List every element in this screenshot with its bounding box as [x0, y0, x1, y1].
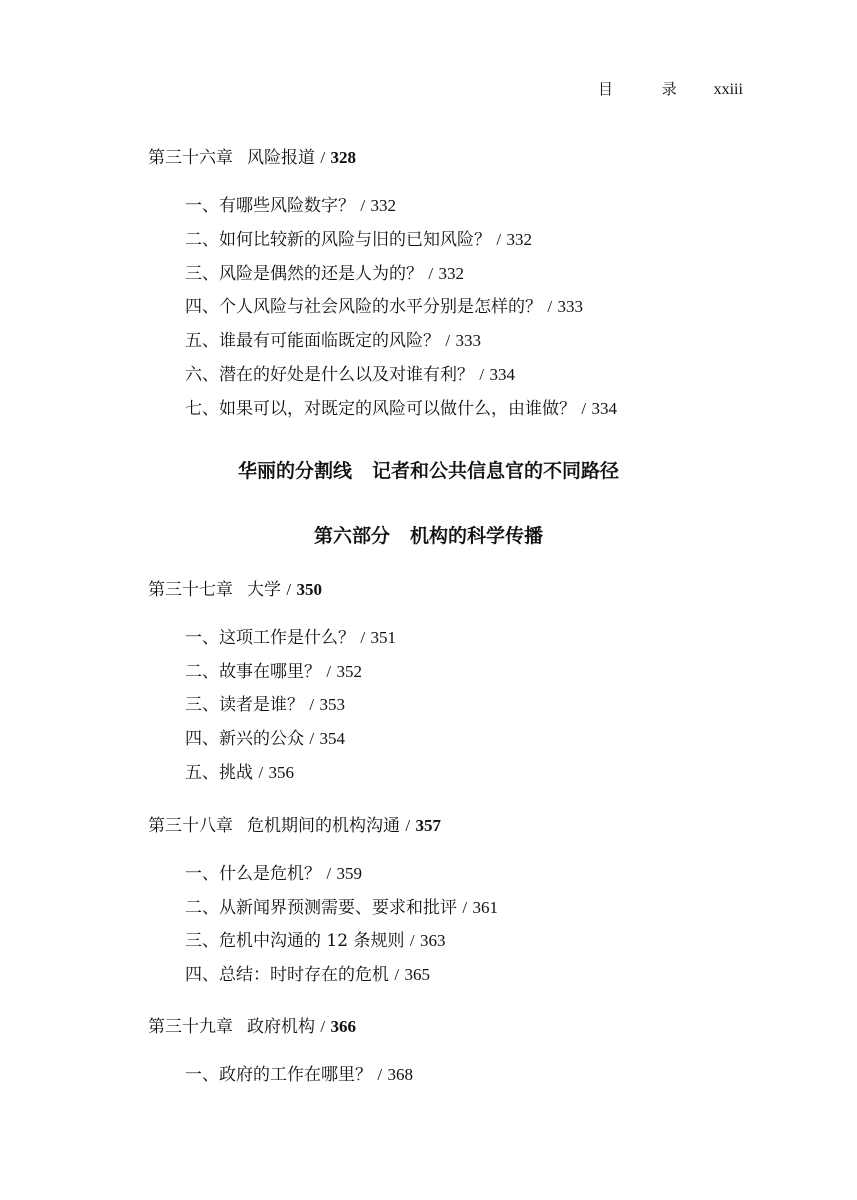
- toc-section[interactable]: [185, 229, 532, 251]
- section-title: 三、危机中沟通的 12 条规则: [185, 931, 405, 951]
- separator: /: [428, 264, 434, 283]
- separator: /: [377, 1065, 383, 1084]
- toc-section[interactable]: [185, 762, 294, 784]
- chapter-title: 危机期间的机构沟通: [247, 816, 400, 836]
- chapter-page: 366: [330, 1017, 357, 1036]
- separator: /: [309, 695, 315, 714]
- separator: /: [309, 729, 315, 748]
- section-title: 五、谁最有可能面临既定的风险？: [185, 331, 440, 351]
- toc-section[interactable]: [185, 863, 362, 885]
- section-page: 352: [336, 662, 363, 681]
- toc-section[interactable]: [185, 1064, 413, 1086]
- chapter-number: 第三十八章: [148, 816, 233, 836]
- section-title: 一、什么是危机？: [185, 864, 321, 884]
- section-title: 四、总结：时时存在的危机: [185, 965, 389, 985]
- section-title: 三、读者是谁？: [185, 695, 304, 715]
- section-page: 353: [319, 695, 346, 714]
- section-page: 334: [591, 399, 618, 418]
- separator: /: [405, 816, 411, 835]
- toc-chapter-39[interactable]: [148, 1016, 356, 1038]
- chapter-number: 第三十九章: [148, 1017, 233, 1037]
- header-page-number: xxiii: [713, 81, 743, 98]
- separator: /: [320, 148, 326, 167]
- part-heading-number: 第六部分: [313, 525, 390, 547]
- section-page: 332: [506, 230, 533, 249]
- toc-chapter-37[interactable]: [148, 579, 322, 601]
- section-title: 一、政府的工作在哪里？: [185, 1065, 372, 1085]
- chapter-page: 357: [415, 816, 442, 835]
- section-page: 356: [268, 763, 295, 782]
- separator: /: [462, 898, 468, 917]
- section-page: 361: [472, 898, 499, 917]
- chapter-number: 第三十六章: [148, 148, 233, 168]
- section-title: 六、潜在的好处是什么以及对谁有利？: [185, 365, 474, 385]
- section-title: 二、如何比较新的风险与旧的已知风险？: [185, 230, 491, 250]
- section-title: 四、新兴的公众: [185, 729, 304, 749]
- section-page: 334: [489, 365, 516, 384]
- toc-section[interactable]: [185, 296, 583, 318]
- toc-section[interactable]: [185, 330, 481, 352]
- section-page: 332: [370, 196, 397, 215]
- toc-section[interactable]: [185, 661, 362, 683]
- section-page: 365: [404, 965, 431, 984]
- section-page: 354: [319, 729, 346, 748]
- toc-section[interactable]: [185, 195, 396, 217]
- toc-section[interactable]: [185, 728, 345, 750]
- section-title: 三、风险是偶然的还是人为的？: [185, 264, 423, 284]
- toc-section[interactable]: [185, 263, 464, 285]
- toc-section[interactable]: [185, 694, 345, 716]
- part-heading: [0, 521, 857, 548]
- separator: /: [496, 230, 502, 249]
- separator: /: [286, 580, 292, 599]
- separator: /: [360, 196, 366, 215]
- section-title: 一、这项工作是什么？: [185, 628, 355, 648]
- separator: /: [326, 662, 332, 681]
- separator: /: [581, 399, 587, 418]
- running-header: [598, 78, 743, 99]
- separator: /: [479, 365, 485, 384]
- divider-heading-left: 华丽的分割线: [237, 460, 352, 482]
- separator: /: [445, 331, 451, 350]
- separator: /: [409, 931, 415, 950]
- toc-section[interactable]: [185, 964, 430, 986]
- section-title: 二、从新闻界预测需要、要求和批评: [185, 898, 457, 918]
- separator: /: [258, 763, 264, 782]
- toc-chapter-36[interactable]: [148, 147, 356, 169]
- section-page: 333: [455, 331, 482, 350]
- chapter-page: 350: [296, 580, 323, 599]
- toc-label: 目 录: [598, 80, 699, 98]
- divider-heading-right: 记者和公共信息官的不同路径: [372, 460, 620, 482]
- separator: /: [360, 628, 366, 647]
- section-page: 332: [438, 264, 465, 283]
- toc-section[interactable]: [185, 364, 515, 386]
- section-page: 363: [420, 931, 446, 950]
- section-title: 七、如果可以，对既定的风险可以做什么，由谁做？: [185, 399, 576, 419]
- separator: /: [547, 297, 553, 316]
- section-page: 359: [336, 864, 363, 883]
- section-page: 351: [370, 628, 397, 647]
- toc-section[interactable]: [185, 398, 617, 420]
- toc-section[interactable]: [185, 627, 396, 649]
- toc-chapter-38[interactable]: [148, 815, 441, 837]
- separator: /: [326, 864, 332, 883]
- part-heading-title: 机构的科学传播: [410, 525, 544, 547]
- chapter-number: 第三十七章: [148, 580, 233, 600]
- separator: /: [394, 965, 400, 984]
- section-page: 333: [557, 297, 584, 316]
- toc-section[interactable]: [185, 930, 446, 952]
- chapter-page: 328: [330, 148, 357, 167]
- toc-section[interactable]: [185, 897, 498, 919]
- chapter-title: 大学: [247, 580, 281, 600]
- section-title: 二、故事在哪里？: [185, 662, 321, 682]
- divider-heading: [0, 456, 857, 483]
- section-page: 368: [387, 1065, 414, 1084]
- chapter-title: 风险报道: [247, 148, 315, 168]
- section-title: 一、有哪些风险数字？: [185, 196, 355, 216]
- section-title: 五、挑战: [185, 763, 253, 783]
- chapter-title: 政府机构: [247, 1017, 315, 1037]
- separator: /: [320, 1017, 326, 1036]
- section-title: 四、个人风险与社会风险的水平分别是怎样的？: [185, 297, 542, 317]
